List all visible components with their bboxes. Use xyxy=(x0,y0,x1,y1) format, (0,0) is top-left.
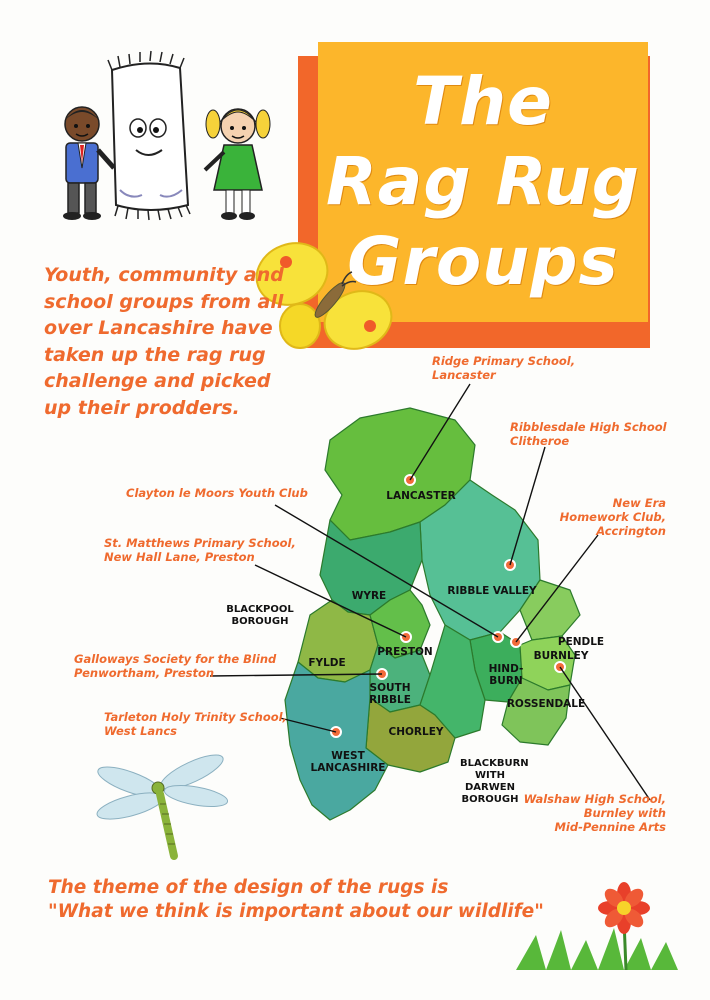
label-west-lancs: WEST LANCASHIRE xyxy=(310,750,386,774)
callout-tarleton-line2: West Lancs xyxy=(104,724,178,738)
theme-text xyxy=(48,876,578,924)
label-blackpool: BLACKPOOL BOROUGH xyxy=(226,604,294,627)
callout-stmatthews-line2: New Hall Lane, Preston xyxy=(104,550,255,564)
dragonfly-icon xyxy=(96,752,236,872)
callout-tarleton xyxy=(104,710,287,738)
callout-ridge xyxy=(432,354,575,382)
label-chorley: CHORLEY xyxy=(388,726,444,738)
label-ribble-valley: RIBBLE VALLEY xyxy=(447,585,537,597)
callout-galloways-line1: Galloways Society for the Blind xyxy=(74,652,277,666)
label-fylde: FYLDE xyxy=(308,657,346,669)
label-preston: PRESTON xyxy=(377,646,433,658)
title-line-1: The xyxy=(413,63,553,140)
label-blackburn: BLACKBURN WITH DARWEN BOROUGH xyxy=(460,758,529,805)
callout-ribblesdale-line1: Ribblesdale High School xyxy=(510,420,667,434)
callout-walshaw xyxy=(520,792,666,834)
callout-stmatthews-line1: St. Matthews Primary School, xyxy=(104,536,296,550)
callout-newera-line2: Homework Club, xyxy=(559,510,666,524)
callout-ribblesdale xyxy=(510,420,667,448)
flower-icon xyxy=(506,880,686,970)
callout-walshaw-line2: Burnley with xyxy=(583,806,666,820)
label-pendle: PENDLE xyxy=(557,636,605,648)
theme-line2: "What we think is important about our wildlife" xyxy=(48,901,544,922)
callout-newera-line1: New Era xyxy=(612,496,666,510)
label-burnley: BURNLEY xyxy=(533,650,589,662)
callout-tarleton-line1: Tarleton Holy Trinity School, xyxy=(104,710,287,724)
callout-walshaw-line1: Walshaw High School, xyxy=(523,792,666,806)
callout-galloways xyxy=(74,652,276,680)
label-wyre: WYRE xyxy=(351,590,387,602)
callout-ribblesdale-line2: Clitheroe xyxy=(510,434,570,448)
title-line-3: Groups xyxy=(347,223,619,300)
callout-walshaw-line3: Mid-Pennine Arts xyxy=(554,820,666,834)
label-hyndburn: HIND-BURN xyxy=(488,663,524,687)
title-line-2: Rag Rug xyxy=(325,143,641,220)
callout-galloways-line2: Penwortham, Preston xyxy=(74,666,215,680)
label-lancaster: LANCASTER xyxy=(386,490,456,502)
label-rossendale: ROSSENDALE xyxy=(506,698,586,710)
callout-stmatthews xyxy=(104,536,296,564)
callout-ridge-line1: Ridge Primary School, xyxy=(432,354,576,368)
callout-ridge-line2: Lancaster xyxy=(432,368,496,382)
callout-clayton xyxy=(126,486,308,500)
label-south-ribble: SOUTH RIBBLE xyxy=(369,682,411,706)
theme-line1: The theme of the design of the rugs is xyxy=(48,877,449,898)
callout-clayton-line1: Clayton le Moors Youth Club xyxy=(126,486,308,500)
intro-text: Youth, community and school groups from all over Lancashire have taken up the rag rug challenge and picked up their prodders. xyxy=(44,264,284,419)
callout-newera xyxy=(540,496,666,538)
callout-newera-line3: Accrington xyxy=(596,524,666,538)
